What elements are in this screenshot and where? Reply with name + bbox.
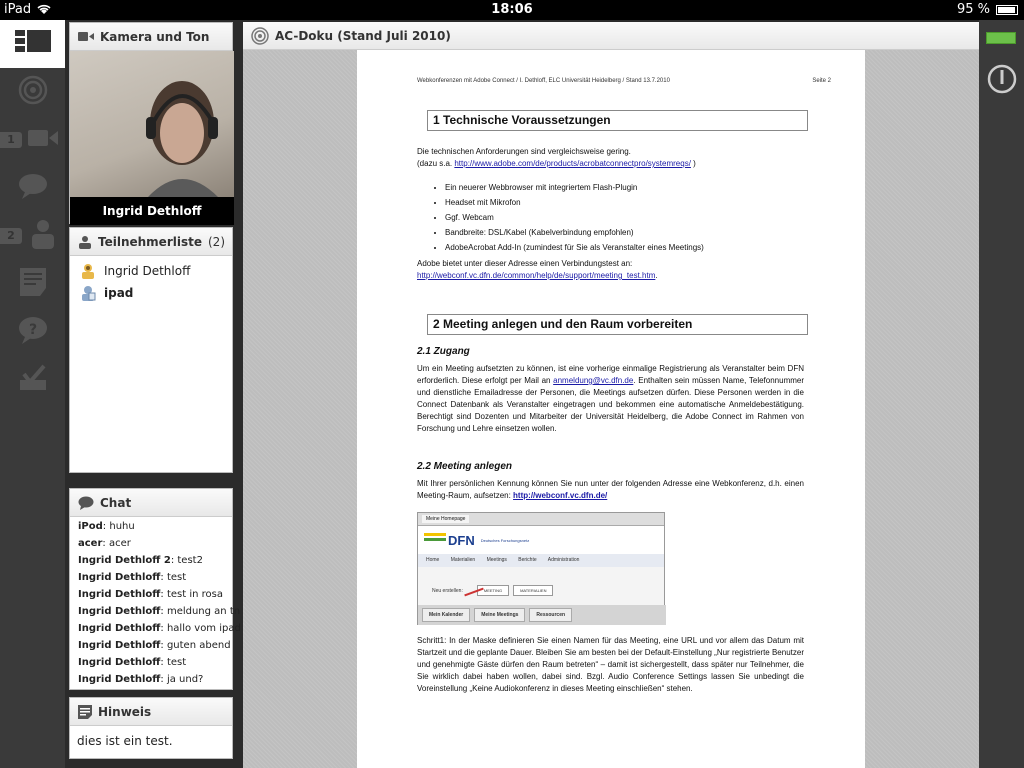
webconf-link[interactable]: http://webconf.vc.dfn.de/ [513, 491, 608, 500]
note-icon [20, 268, 46, 300]
section2-heading: 2 Meeting anlegen und den Raum vorbereiten [427, 314, 808, 335]
dfn-logo-icon [424, 531, 446, 550]
chat-text: ja und? [166, 674, 204, 685]
embedded-material-button: MATERIALIEN [513, 585, 553, 596]
section1-ref-suffix: ) [690, 159, 696, 168]
target-icon [251, 27, 269, 45]
attendee-count-badge: 2 [0, 228, 22, 244]
camera-panel [69, 22, 233, 224]
list-item: • Bandbreite: DSL/Kabel (Kabelverbindung empfohlen) [445, 225, 704, 240]
chat-text: guten abend [166, 640, 231, 651]
embedded-nav-item: Administration [547, 557, 580, 563]
participant-count: (2) [208, 234, 225, 249]
camera-icon [28, 128, 58, 152]
subsection-21-heading: 2.1 Zugang [417, 346, 470, 357]
embedded-nav [418, 554, 664, 567]
chat-message: iPod: huhu [78, 521, 135, 532]
chat-message: Ingrid Dethloff: ja und? [78, 674, 204, 685]
chat-messages[interactable] [70, 517, 241, 688]
video-feed[interactable] [70, 51, 234, 225]
embedded-screenshot [417, 512, 665, 625]
camera-count-badge: 1 [0, 132, 22, 148]
chat-panel-title: Chat [100, 495, 132, 510]
section1-intro [417, 146, 804, 170]
chat-sender: Ingrid Dethloff [78, 640, 161, 651]
connection-meter [986, 32, 1016, 44]
status-bar [0, 0, 1024, 20]
poll-icon [18, 364, 48, 396]
attendees-pod-button[interactable] [0, 212, 65, 260]
chat-pod-button[interactable] [0, 164, 65, 212]
target-icon [18, 75, 48, 109]
chat-text: test2 [177, 555, 203, 566]
connection-test-suffix: . [655, 271, 658, 280]
poll-pod-button[interactable] [0, 356, 65, 404]
sub21-text-b: . Enthalten sein müssen Name, Telefonnummer und dienstliche Emailadresse der Personen, die Meetings aufsetzen dürfen. Diese Personen werden in die Connect Datenbank als Veranstalter eingetragen und bekommen eine automatische Anmeldebestätigung. Berechtigt sind Dozenten und Mitarbeiter der Universität Heidelberg, die Adobe Connect im Rahmen von Forschung und Lehre einsetzen wollen. [417, 376, 805, 433]
embedded-logo-row [418, 526, 664, 554]
chat-text: acer [108, 538, 131, 549]
chat-text: meldung an tn [166, 606, 241, 617]
share-panel-header [243, 22, 979, 50]
layout-icon [15, 30, 51, 58]
section1-ref-prefix: (dazu s.a. [417, 159, 455, 168]
embedded-nav-item: Home [426, 557, 440, 563]
embedded-bottom-item: Mein Kalender [422, 608, 470, 622]
battery-percent: 95 % [956, 2, 990, 17]
share-pod-button[interactable] [0, 68, 65, 116]
participant-name: Ingrid Dethloff [104, 264, 191, 278]
meeting-test-link[interactable]: http://webconf.vc.dfn.de/common/help/de/support/meeting_test.htm [417, 271, 656, 280]
connection-test-paragraph [417, 258, 804, 282]
document-page [357, 50, 865, 768]
chat-sender: Ingrid Dethloff 2 [78, 555, 171, 566]
dfn-logo-sub: Deutsches Forschungsnetz [480, 537, 530, 543]
person-icon [78, 235, 92, 249]
subsection-21-text [417, 363, 804, 435]
chat-text: huhu [109, 521, 135, 532]
note-panel [69, 697, 233, 759]
right-rail [979, 20, 1024, 768]
chat-sender: Ingrid Dethloff [78, 606, 161, 617]
chat-panel-header [70, 489, 232, 517]
document-viewer[interactable] [243, 50, 979, 768]
note-panel-title: Hinweis [98, 704, 152, 719]
participant-row[interactable] [70, 260, 232, 282]
chat-message: Ingrid Dethloff: test [78, 572, 187, 583]
battery-icon [996, 5, 1018, 15]
note-panel-header [70, 698, 232, 726]
chat-text: hallo vom ipad [166, 623, 241, 634]
chat-message: Ingrid Dethloff: meldung an tn [78, 606, 241, 617]
share-panel [243, 22, 979, 768]
dfn-logo: DFN [448, 532, 475, 548]
chat-text: test [166, 657, 187, 668]
subsection-22-heading: 2.2 Meeting anlegen [417, 461, 513, 472]
registration-mail-link[interactable]: anmeldung@vc.dfn.de [553, 376, 634, 385]
list-item: • AdobeAcrobat Add-In (zumindest für Sie als Veranstalter eines Meetings) [445, 240, 704, 255]
page-header-left: Webkonferenzen mit Adobe Connect / I. Dethloff, ELC Universität Heidelberg / Stand 13.7.2010 [417, 78, 670, 84]
page-header-right: Seite 2 [812, 78, 831, 84]
chat-message: Ingrid Dethloff: test [78, 657, 187, 668]
participants-panel-header [70, 228, 232, 256]
chat-sender: iPod [78, 521, 103, 532]
embedded-meeting-button: MEETING [477, 585, 509, 596]
video-speaker-name: Ingrid Dethloff [70, 197, 234, 225]
camera-pod-button[interactable] [0, 116, 65, 164]
carrier-label: iPad [4, 2, 32, 17]
embedded-nav-item: Materialien [450, 557, 476, 563]
layout-button[interactable] [0, 20, 65, 68]
chat-sender: Ingrid Dethloff [78, 572, 161, 583]
camera-icon [78, 31, 94, 42]
chat-message: Ingrid Dethloff: test in rosa [78, 589, 223, 600]
chat-message: Ingrid Dethloff 2: test2 [78, 555, 203, 566]
embedded-nav-item: Meetings [486, 557, 507, 563]
section1-heading: 1 Technische Voraussetzungen [427, 110, 808, 131]
power-icon[interactable] [987, 64, 1017, 98]
chat-message: acer: acer [78, 538, 131, 549]
host-icon [80, 263, 96, 279]
sub21-text-a: Um ein Meeting aufsetzten zu können, ist eine vorherige einmalige Registrierung als Veranstalter beim DFN erforderlich. Diese erfolgt per Mail an [417, 364, 804, 385]
chat-text: test [166, 572, 187, 583]
note-text: dies ist ein test. [77, 734, 173, 748]
chat-message: Ingrid Dethloff: guten abend [78, 640, 231, 651]
participants-panel [69, 227, 233, 473]
note-icon [78, 705, 92, 719]
camera-panel-header [70, 23, 232, 51]
embedded-tab: Meine Homepage [422, 515, 469, 523]
note-pod-button[interactable] [0, 260, 65, 308]
requirements-list [445, 180, 704, 255]
attendee-icon [80, 285, 96, 301]
chat-sender: Ingrid Dethloff [78, 589, 161, 600]
chat-sender: acer [78, 538, 103, 549]
list-item: • Ggf. Webcam [445, 210, 704, 225]
chat-sender: Ingrid Dethloff [78, 657, 161, 668]
participants-panel-title: Teilnehmerliste [98, 234, 202, 249]
embedded-nav-item: Berichte [518, 557, 537, 563]
svg-text:?: ? [28, 322, 37, 338]
participant-row[interactable] [70, 282, 232, 304]
embedded-new-label: Neu erstellen: [432, 587, 463, 594]
chat-sender: Ingrid Dethloff [78, 623, 161, 634]
chat-text: test in rosa [166, 589, 223, 600]
sub22-text: Mit Ihrer persönlichen Kennung können Sie nun unter der folgenden Adresse eine Webkonferenz, d.h. einen Meeting-Raum, aufsetzen: [417, 479, 804, 500]
chat-icon [17, 172, 49, 204]
chat-message: Ingrid Dethloff: hallo vom ipad [78, 623, 241, 634]
camera-panel-title: Kamera und Ton [100, 29, 210, 44]
people-icon [30, 219, 56, 253]
connection-test-text: Adobe bietet unter dieser Adresse einen Verbindungstest an: [417, 259, 633, 268]
embedded-bottom-row [418, 605, 666, 625]
embedded-bottom-item: Meine Meetings [474, 608, 525, 622]
qa-icon [17, 315, 49, 349]
chat-panel [69, 488, 241, 690]
list-item: • Headset mit Mikrofon [445, 195, 704, 210]
systemreqs-link[interactable]: http://www.adobe.com/de/products/acrobatconnectpro/systemreqs/ [454, 159, 691, 168]
video-image [70, 51, 234, 197]
qa-pod-button[interactable] [0, 308, 65, 356]
pod-rail [0, 20, 65, 768]
participant-name: ipad [104, 286, 134, 300]
embedded-new-row [432, 585, 553, 596]
share-panel-title: AC-Doku (Stand Juli 2010) [275, 28, 451, 43]
section1-intro-text: Die technischen Anforderungen sind vergleichsweise gering. [417, 147, 631, 156]
embedded-bottom-item: Ressourcen [529, 608, 572, 622]
clock: 18:06 [491, 2, 533, 17]
chat-sender: Ingrid Dethloff [78, 674, 161, 685]
step1-paragraph: Schritt1: In der Maske definieren Sie einen Namen für das Meeting, eine URL und vor allem das Datum mit Startzeit und die geplante Dauer. Bleiben Sie am besten bei der Default-Einstellung „Nur registrierte Benutzer und genehmigte Gäste dürfen den Raum betreten“ – damit ist sichergestellt, dass später nur Teilnehmer, die Sie wirklich dabei haben wollen, dabei sind. Bzgl. Audio Conference Settings lassen Sie unbedingt die Voreinstellung „Keine Audiokonferenz in dieses Meeting einschließen“ stehen. [417, 636, 804, 693]
chat-icon [78, 496, 94, 510]
embedded-tabbar [418, 513, 664, 526]
subsection-22-text [417, 478, 804, 502]
list-item: • Ein neuerer Webbrowser mit integriertem Flash-Plugin [445, 180, 704, 195]
